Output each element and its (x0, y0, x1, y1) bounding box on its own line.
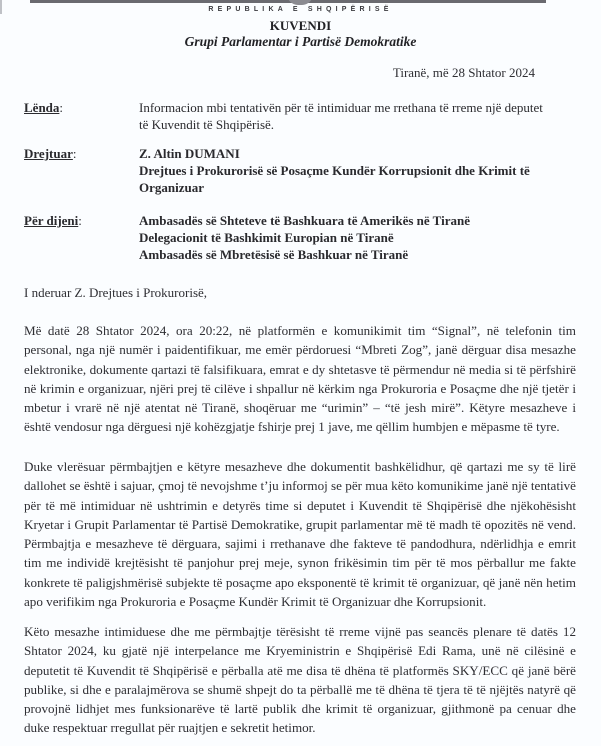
addressed-to-row (24, 145, 584, 196)
cc-row (24, 212, 584, 263)
addressed-to-value (139, 145, 584, 196)
body-paragraph: Këto mesazhe intimiduese dhe me përmbajtje tërësisht të rreme vijnë pas seancës plenare të datës 12 Shtator 2024, ku gjatë një interpelance me Kryeministrin e Shqipërisë Edi Rama, unë në cilësinë e deputetit të Kuvendit të Shqipërisë e përballa atë me disa të dhëna të platformës SKY/ECC që janë bërë publike, si dhe e paralajmërova se shumë shpejt do ta përballë me të dhëna të tjera të të njëjtës natyrë që provojnë lidhjet mes funksionarëve të lartë publik dhe krimit të organizuar, gjithmonë pa cenuar dhe duke respektuar rregullat për ruajtjen e sekretit hetimor. (24, 624, 576, 736)
addressed-to-label: Drejtuar (24, 146, 73, 161)
republic-heading: REPUBLIKA E SHQIPËRISË (208, 6, 393, 13)
subject-row (24, 99, 584, 133)
cc-label-wrap (24, 212, 139, 263)
cc-recipient: Ambasadës së Mbretësisë së Bashkuar në Tiranë (139, 247, 409, 262)
group-heading: Grupi Parlamentar i Partisë Demokratike (184, 34, 417, 49)
addressed-to-colon: : (72, 146, 77, 161)
cc-recipient: Ambasadës së Shteteve të Bashkuara të Amerikës në Tiranë (139, 213, 471, 228)
addressed-to-label-wrap (24, 145, 139, 196)
subject-value (139, 99, 584, 133)
subject-line: Informacion mbi tentativën për të intimiduar me rrethana të rreme një deputet (139, 100, 543, 115)
subject-label: Lënda (24, 100, 60, 115)
institution-heading: KUVENDI (269, 18, 332, 33)
body-paragraph: Duke vlerësuar përmbajtjen e këtyre mesazheve dhe dokumentit bashkëlidhur, që qartazi me sy të lirë dallohet se është i sajuar, çmoj të nevojshme t’ju informoj se për mua këto komunikime janë një tentativë për të më intimiduar në ushtrimin e detyrës time si deputet i Kuvendit të Shqipërisë dhe njëkohësisht Kryetar i Grupit Parlamentar të Partisë Demokratike, grupit parlamentar më të madh të opozitës në vend. Përmbajtja e mesazheve të dërguara, sajimi i rrethanave dhe fakteve të pandodhura, ndërlidhja e emrit tim me individë krejtësisht të panjohur prej meje, synon frikësimin tim për të mos përballur me fakte konkrete të paligjshmërisë subjekte të posaçme apo eksponentë të krimit të organizuar, që janë nën hetim apo verifikim nga Prokuroria e Posaçme Kundër Krimit të Organizuar dhe Korrupsionit. (24, 459, 576, 610)
cc-recipient: Delegacionit të Bashkimit Europian në Tiranë (139, 230, 394, 245)
letterhead-band (30, 0, 546, 3)
recipient-name: Z. Altin DUMANI (139, 146, 240, 161)
body-paragraph: Më datë 28 Shtator 2024, ora 20:22, në platformën e komunikimit tim “Signal”, në telefonin tim personal, nga një numër i paidentifikuar, me emër përdoruesi “Mbreti Zog”, janë dërguar disa mesazhe elektronike, dokumente qartazi të falsifikuara, emrat e dy shtetasve të përmendur në media si të përfshirë në krimin e organizuar, njëri prej të cilëve i shpallur në kërkim nga Prokuroria e Posaçme dhe një tjetër i mbetur i vrarë në një atentat në Tiranë, shoqëruar me “urimin” – “të jesh mirë”. Këtyre mesazheve i është vendosur nga dërguesi një kohëzgjatje fshirje prej 1 jave, me qëllim humbjen e mëpasme të tyre. (24, 323, 576, 435)
cc-value (139, 212, 584, 263)
cc-colon: : (78, 213, 82, 228)
recipient-title-line: Organizuar (139, 180, 204, 195)
subject-line: të Kuvendit të Shqipërisë. (139, 117, 275, 132)
salutation: I nderuar Z. Drejtues i Prokurorisë, (24, 285, 208, 300)
letter-date: Tiranë, më 28 Shtator 2024 (392, 65, 535, 80)
cc-label: Për dijeni (24, 213, 79, 228)
subject-colon: : (59, 100, 64, 115)
subject-label-wrap (24, 99, 139, 133)
recipient-title-line: Drejtues i Prokurorisë së Posaçme Kundër Korrupsionit dhe Krimit të (139, 163, 530, 178)
